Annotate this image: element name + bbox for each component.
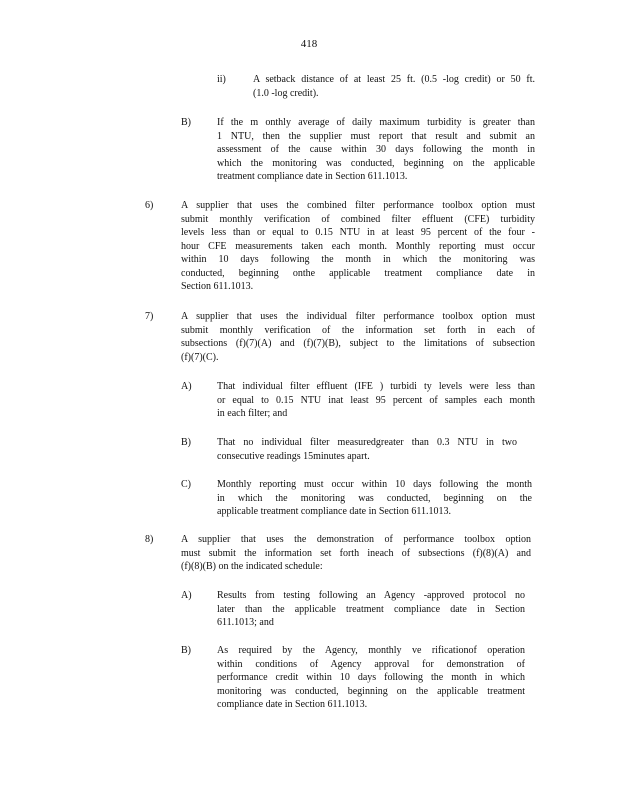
subsection-text-7b	[217, 436, 517, 463]
text-line: Results from testing following an Agency -approved protocol no	[217, 590, 525, 601]
text-line: monitoring was conducted, beginning on the applicable treatment	[217, 685, 525, 697]
section-label-7: 7)	[145, 311, 154, 322]
page-number: 418	[300, 38, 318, 50]
text-line: submit monthly verification of combined filter effluent (CFE) turbidity	[181, 213, 535, 225]
subsection-text-8a	[217, 589, 525, 630]
text-line: compliance date in Section 611.1013.	[217, 699, 368, 710]
text-line: submit monthly verification of the information set forth in each of	[181, 324, 535, 336]
text-line: consecutive readings 15minutes apart.	[217, 450, 370, 462]
item-text-b	[217, 116, 535, 184]
section-text-8	[181, 533, 531, 574]
subsection-label-7a: A)	[181, 381, 192, 392]
item-label-b: B)	[181, 117, 191, 128]
subsection-label-7b: B)	[181, 437, 191, 448]
text-line: applicable treatment compliance date in Section 611.1013.	[217, 506, 451, 517]
text-line: assessment of the cause within 30 days following the month in	[217, 144, 535, 155]
subsection-text-8b	[217, 644, 525, 712]
text-line: treatment compliance date in Section 611.1013.	[217, 171, 408, 182]
text-line: in each filter; and	[217, 408, 288, 419]
section-label-8: 8)	[145, 534, 154, 545]
section-label-6: 6)	[145, 200, 154, 211]
text-line: within conditions of Agency approval for demonstration of	[217, 658, 525, 670]
subsection-label-8a: A)	[181, 590, 192, 601]
text-line: 611.1013; and	[217, 617, 274, 628]
text-line: in which the monitoring was conducted, beginning on the	[217, 492, 532, 504]
text-line: A supplier that uses the individual filter performance toolbox option must	[181, 311, 535, 322]
text-line: or equal to 0.15 NTU inat least 95 percent of samples each month	[217, 394, 535, 406]
section-text-6	[181, 199, 535, 294]
text-line: within 10 days following the month in which the monitoring was	[181, 254, 535, 265]
text-line: A supplier that uses the combined filter performance toolbox option must	[181, 200, 535, 211]
text-line: subsections (f)(7)(A) and (f)(7)(B), subject to the limitations of subsection	[181, 338, 535, 349]
subsection-text-7c	[217, 478, 532, 519]
text-line: (1.0 -log credit).	[253, 87, 319, 99]
text-line: levels less than or equal to 0.15 NTU in at least 95 percent of the four -	[181, 227, 535, 238]
text-line: (f)(7)(C).	[181, 351, 219, 363]
text-line: 1 NTU, then the supplier must report that result and submit an	[217, 130, 535, 142]
subsection-label-8b: B)	[181, 645, 191, 656]
text-line: (f)(8)(B) on the indicated schedule:	[181, 561, 323, 572]
subsection-label-7c: C)	[181, 479, 191, 490]
text-line: Section 611.1013.	[181, 281, 254, 292]
text-line: later than the applicable treatment compliance date in Section	[217, 603, 525, 615]
text-line: If the m onthly average of daily maximum turbidity is greater than	[217, 117, 535, 128]
text-line: That individual filter effluent (IFE ) turbidi ty levels were less than	[217, 381, 535, 392]
item-label-ii: ii)	[217, 74, 226, 85]
text-line: which the monitoring was conducted, beginning on the applicable	[217, 157, 535, 169]
subsection-text-7a	[217, 380, 535, 421]
item-text-ii	[253, 73, 535, 100]
text-line: hour CFE measurements taken each month. Monthly reporting must occur	[181, 240, 535, 252]
section-text-7	[181, 310, 535, 364]
text-line: As required by the Agency, monthly ve rificationof operation	[217, 645, 525, 656]
text-line: That no individual filter measuredgreater than 0.3 NTU in two	[217, 437, 517, 448]
text-line: conducted, beginning onthe applicable treatment compliance date in	[181, 267, 535, 279]
text-line: must submit the information set forth ineach of subsections (f)(8)(A) and	[181, 547, 531, 559]
text-line: performance credit within 10 days following the month in which	[217, 672, 525, 683]
text-line: Monthly reporting must occur within 10 days following the month	[217, 479, 532, 490]
text-line: A supplier that uses the demonstration of performance toolbox option	[181, 534, 531, 545]
text-line: A setback distance of at least 25 ft. (0.5 -log credit) or 50 ft.	[253, 74, 535, 85]
